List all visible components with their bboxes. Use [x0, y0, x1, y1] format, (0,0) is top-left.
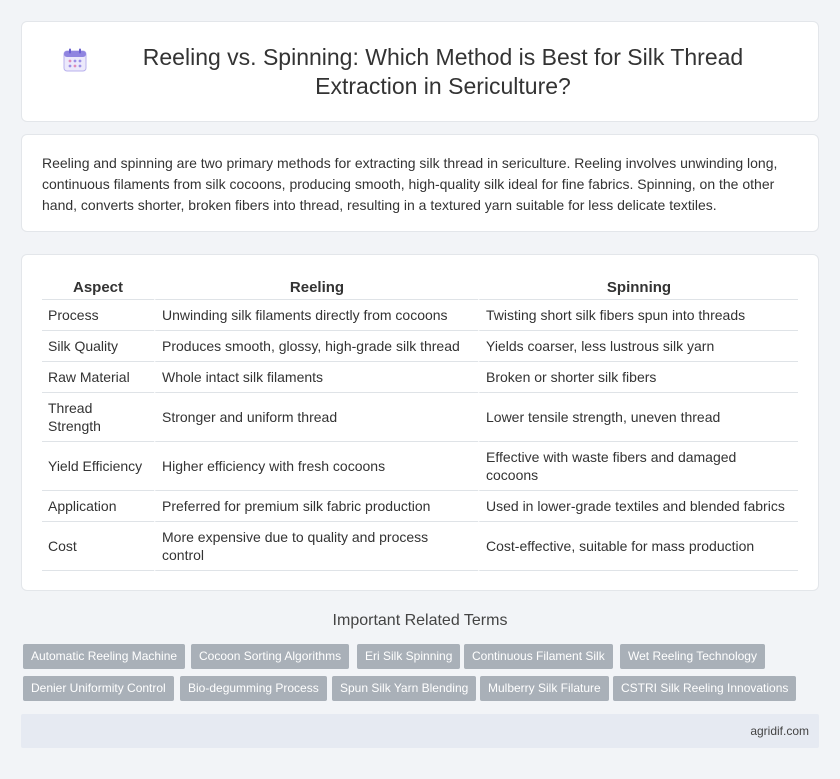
table-row [42, 331, 798, 362]
table-cell-reeling: Stronger and uniform thread [154, 393, 478, 442]
table-row [42, 522, 798, 571]
calendar-icon [62, 47, 88, 73]
related-term-tag[interactable]: Wet Reeling Technology [620, 644, 765, 669]
table-cell-aspect: Silk Quality [42, 331, 154, 362]
table-row [42, 393, 798, 442]
related-term-tag[interactable]: CSTRI Silk Reeling Innovations [613, 676, 796, 701]
related-term-tag[interactable]: Continuous Filament Silk [464, 644, 613, 669]
comparison-table [42, 275, 798, 571]
table-cell-spinning: Yields coarser, less lustrous silk yarn [478, 331, 798, 362]
related-term-tag[interactable]: Mulberry Silk Filature [480, 676, 609, 701]
table-cell-reeling: Produces smooth, glossy, high-grade silk thread [154, 331, 478, 362]
related-term-tag[interactable]: Bio-degumming Process [180, 676, 327, 701]
table-cell-spinning: Used in lower-grade textiles and blended fabrics [478, 491, 798, 522]
related-term-tag[interactable]: Cocoon Sorting Algorithms [191, 644, 349, 669]
table-cell-aspect: Cost [42, 522, 154, 571]
comparison-table-card [21, 254, 819, 591]
table-cell-spinning: Cost-effective, suitable for mass production [478, 522, 798, 571]
table-cell-reeling: More expensive due to quality and process control [154, 522, 478, 571]
table-cell-reeling: Higher efficiency with fresh cocoons [154, 442, 478, 491]
title-card [21, 21, 819, 122]
page-title: Reeling vs. Spinning: Which Method is Best for Silk Thread Extraction in Sericulture? [142, 43, 744, 99]
table-row [42, 300, 798, 331]
table-row [42, 442, 798, 491]
related-term-tag[interactable]: Spun Silk Yarn Blending [332, 676, 476, 701]
table-cell-aspect: Application [42, 491, 154, 522]
related-terms-heading: Important Related Terms [332, 612, 508, 629]
table-cell-spinning: Effective with waste fibers and damaged cocoons [478, 442, 798, 491]
intro-card [21, 134, 819, 232]
table-cell-reeling: Preferred for premium silk fabric production [154, 491, 478, 522]
table-cell-aspect: Yield Efficiency [42, 442, 154, 491]
related-term-tag[interactable]: Automatic Reeling Machine [23, 644, 185, 669]
table-cell-spinning: Twisting short silk fibers spun into threads [478, 300, 798, 331]
column-header-aspect: Aspect [42, 275, 154, 300]
footer-bar [21, 714, 819, 748]
table-cell-aspect: Thread Strength [42, 393, 154, 442]
intro-paragraph: Reeling and spinning are two primary methods for extracting silk thread in sericulture. Reeling involves unwinding long, continuous filaments from silk cocoons, producing smooth, high-quality silk ideal for fine fabrics. Spinning, on the other hand, converts shorter, broken fibers into thread, resulting in a textured yarn suitable for less delicate textiles. [42, 155, 778, 213]
table-header-row [42, 275, 798, 300]
table-cell-spinning: Broken or shorter silk fibers [478, 362, 798, 393]
table-cell-aspect: Raw Material [42, 362, 154, 393]
related-term-tag[interactable]: Denier Uniformity Control [23, 676, 174, 701]
table-row [42, 362, 798, 393]
table-cell-reeling: Whole intact silk filaments [154, 362, 478, 393]
table-cell-aspect: Process [42, 300, 154, 331]
footer-site-link[interactable]: agridif.com [750, 724, 809, 738]
table-cell-spinning: Lower tensile strength, uneven thread [478, 393, 798, 442]
related-term-tag[interactable]: Eri Silk Spinning [357, 644, 460, 669]
table-row [42, 491, 798, 522]
column-header-spinning: Spinning [478, 275, 798, 300]
table-cell-reeling: Unwinding silk filaments directly from cocoons [154, 300, 478, 331]
column-header-reeling: Reeling [154, 275, 478, 300]
